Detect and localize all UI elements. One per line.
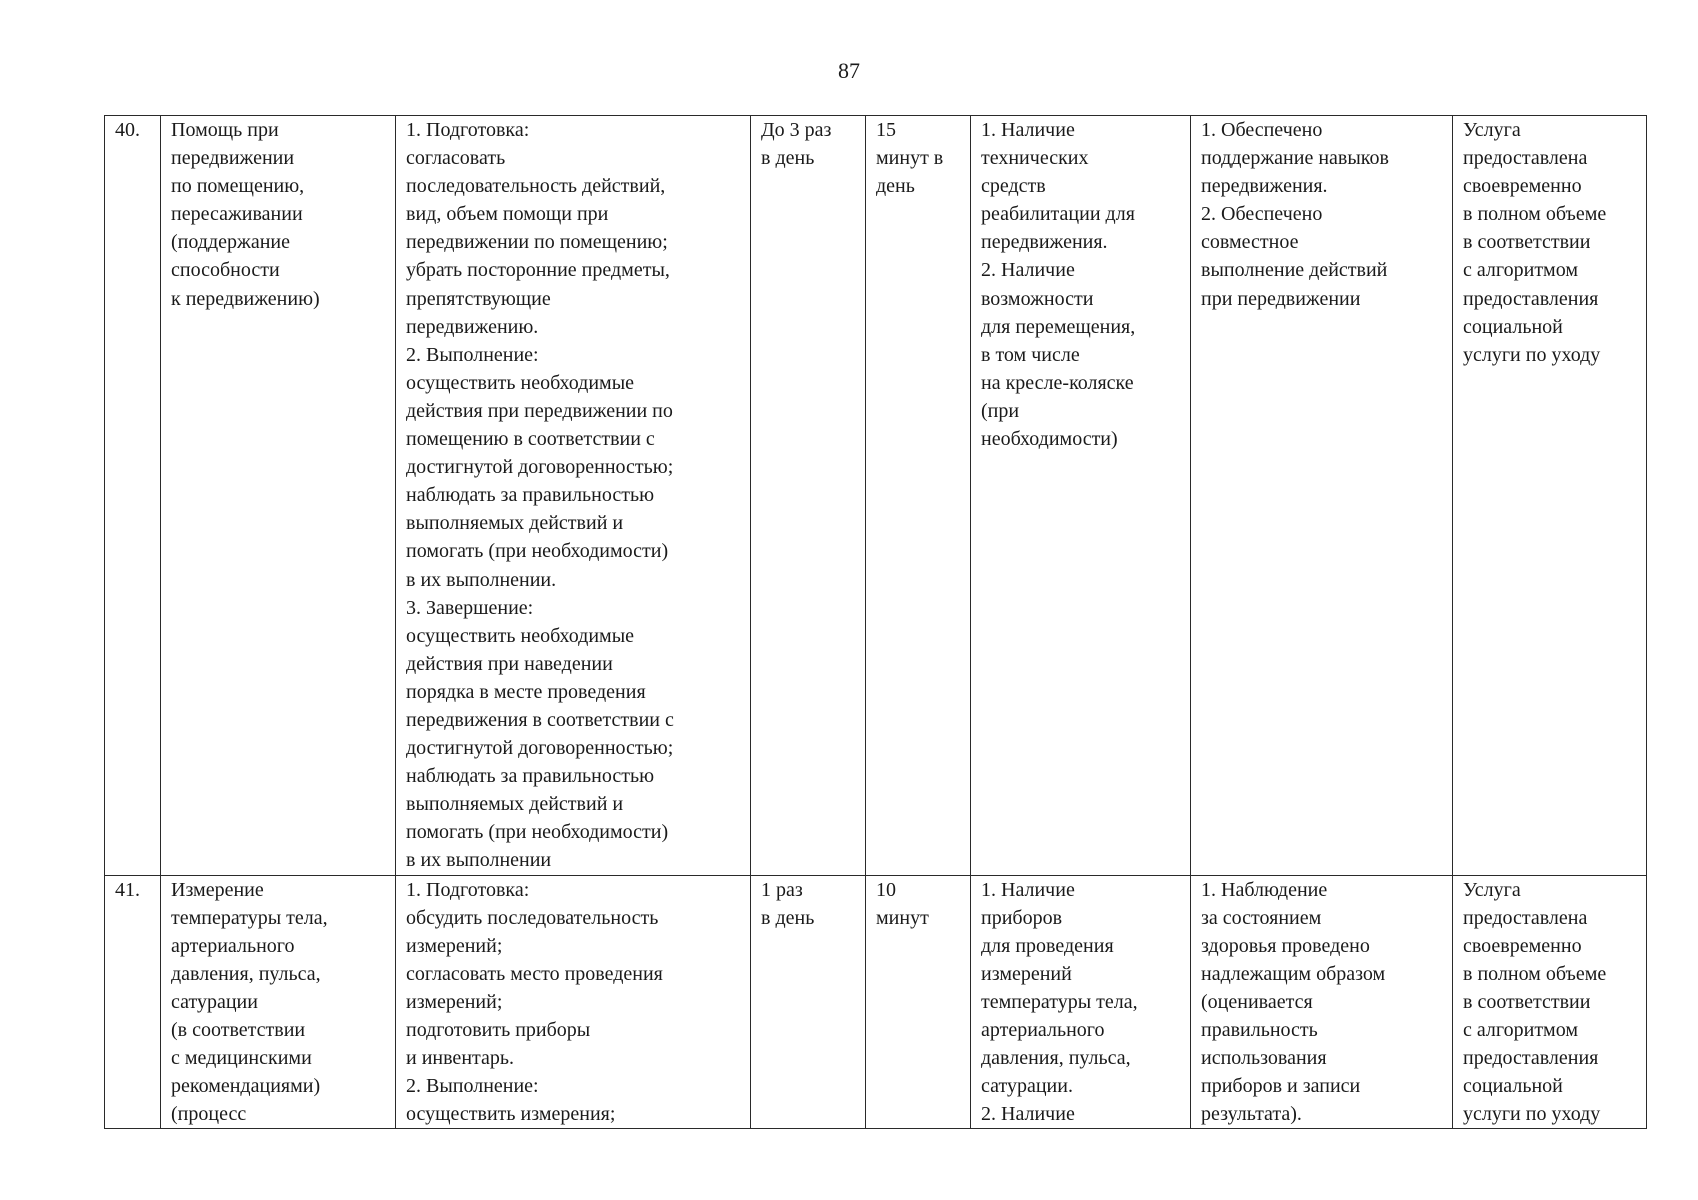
text-line: помещению в соответствии с	[406, 428, 655, 451]
text-line: действия при передвижении по	[406, 399, 673, 422]
text-line: (процесс	[171, 1103, 247, 1126]
text-line: измерений;	[406, 990, 503, 1013]
text-line: достигнутой договоренностью;	[406, 456, 674, 479]
text-line: приборов	[981, 906, 1063, 929]
cell-service-content	[396, 116, 751, 876]
text-line: артериального	[981, 1019, 1105, 1041]
text-line: давления, пульса,	[981, 1047, 1131, 1070]
cell-number	[105, 875, 161, 1129]
text-line: здоровья проведено	[1201, 934, 1370, 957]
text-line: Услуга	[1463, 119, 1521, 141]
text-line: выполнение действий	[1201, 259, 1388, 282]
text-line: совместное	[1201, 231, 1299, 254]
text-line: своевременно	[1463, 934, 1582, 957]
text-line: пересаживании	[171, 203, 303, 226]
text-line: передвижения.	[1201, 175, 1328, 198]
text-line: по помещению,	[171, 175, 305, 198]
text-line: передвижении по помещению;	[406, 231, 668, 254]
text-line: помогать (при необходимости)	[406, 540, 669, 563]
cell-conditions	[971, 116, 1191, 876]
text-line: своевременно	[1463, 175, 1582, 198]
cell-quality-indicators	[1191, 116, 1453, 876]
text-line: в соответствии	[1463, 231, 1591, 254]
text-line: в день	[761, 906, 815, 929]
cell-number	[105, 116, 161, 876]
text-line: для проведения	[981, 934, 1114, 957]
text-line: 15	[876, 119, 896, 141]
table-row	[105, 116, 1647, 876]
text-line: выполняемых действий и	[406, 512, 624, 535]
text-line: 1. Наличие	[981, 119, 1075, 141]
text-line: 41.	[115, 878, 140, 901]
text-line: минут в	[876, 147, 944, 170]
text-line: в их выполнении	[406, 849, 552, 872]
text-line: выполняемых действий и	[406, 793, 624, 816]
text-line: правильность	[1201, 1019, 1318, 1041]
text-line: последовательность действий,	[406, 175, 666, 198]
text-line: возможности	[981, 287, 1094, 310]
text-line: социальной	[1463, 315, 1563, 338]
cell-service-content	[396, 875, 751, 1129]
text-line: к передвижению)	[171, 287, 320, 310]
text-line: социальной	[1463, 1075, 1563, 1098]
text-line: предоставления	[1463, 1047, 1599, 1070]
cell-conditions	[971, 875, 1191, 1129]
text-line: помогать (при необходимости)	[406, 821, 669, 844]
text-line: До 3 раз	[761, 119, 832, 141]
text-line: температуры тела,	[981, 990, 1138, 1013]
text-line: достигнутой договоренностью;	[406, 737, 674, 760]
text-line: 2. Наличие	[981, 259, 1075, 282]
text-line: способности	[171, 259, 280, 282]
text-line: предоставлена	[1463, 147, 1588, 170]
text-line: в их выполнении.	[406, 568, 557, 591]
text-line: убрать посторонние предметы,	[406, 259, 670, 282]
text-line: измерений	[981, 962, 1072, 985]
text-line: предоставлена	[1463, 906, 1588, 929]
text-line: подготовить приборы	[406, 1019, 591, 1041]
text-line: день	[876, 175, 915, 198]
text-line: осуществить измерения;	[406, 1103, 616, 1126]
text-line: 40.	[115, 119, 140, 141]
text-line: реабилитации для	[981, 203, 1135, 226]
text-line: на кресле-коляске	[981, 371, 1134, 394]
text-line: осуществить необходимые	[406, 371, 635, 394]
cell-duration	[866, 875, 971, 1129]
text-line: в день	[761, 147, 815, 170]
text-line: 2. Наличие	[981, 1103, 1075, 1126]
text-line: давления, пульса,	[171, 962, 321, 985]
text-line: (поддержание	[171, 231, 290, 254]
text-line: 1. Подготовка:	[406, 119, 530, 141]
text-line: технических	[981, 147, 1089, 170]
text-line: обсудить последовательность	[406, 906, 659, 929]
text-line: препятствующие	[406, 287, 551, 310]
text-line: в соответствии	[1463, 990, 1591, 1013]
cell-evaluation	[1453, 875, 1647, 1129]
text-line: использования	[1201, 1047, 1327, 1070]
text-line: (при	[981, 399, 1020, 422]
text-line: передвижении	[171, 147, 295, 170]
cell-service-name	[161, 875, 396, 1129]
text-line: Услуга	[1463, 878, 1521, 901]
text-line: Измерение	[171, 878, 264, 901]
cell-duration	[866, 116, 971, 876]
cell-service-name	[161, 116, 396, 876]
text-line: и инвентарь.	[406, 1047, 514, 1070]
text-line: 1. Наблюдение	[1201, 878, 1328, 901]
text-line: поддержание навыков	[1201, 147, 1389, 170]
cell-frequency	[751, 875, 866, 1129]
page-number: 87	[838, 58, 860, 83]
text-line: согласовать	[406, 147, 506, 170]
text-line: надлежащим образом	[1201, 962, 1386, 985]
text-line: услуги по уходу	[1463, 343, 1601, 366]
text-line: 3. Завершение:	[406, 596, 534, 619]
text-line: (в соответствии	[171, 1019, 306, 1041]
cell-frequency	[751, 116, 866, 876]
text-line: осуществить необходимые	[406, 624, 635, 647]
text-line: артериального	[171, 934, 295, 957]
text-line: передвижению.	[406, 315, 539, 338]
text-line: в полном объеме	[1463, 962, 1607, 985]
text-line: 1. Обеспечено	[1201, 119, 1323, 141]
text-line: сатурации.	[981, 1075, 1073, 1098]
text-line: вид, объем помощи при	[406, 203, 609, 226]
text-line: с алгоритмом	[1463, 259, 1578, 282]
text-line: 2. Выполнение:	[406, 1075, 539, 1098]
text-line: приборов и записи	[1201, 1075, 1361, 1098]
text-line: порядка в месте проведения	[406, 680, 646, 703]
text-line: в том числе	[981, 343, 1080, 366]
table-row	[105, 875, 1647, 1129]
text-line: с алгоритмом	[1463, 1019, 1578, 1041]
text-line: 2. Обеспечено	[1201, 203, 1323, 226]
text-line: передвижения в соответствии с	[406, 708, 674, 731]
text-line: для перемещения,	[981, 315, 1136, 338]
text-line: температуры тела,	[171, 906, 328, 929]
text-line: услуги по уходу	[1463, 1103, 1601, 1126]
cell-evaluation	[1453, 116, 1647, 876]
text-line: измерений;	[406, 934, 503, 957]
services-table	[104, 115, 1647, 1129]
text-line: передвижения.	[981, 231, 1108, 254]
text-line: при передвижении	[1201, 287, 1361, 310]
text-line: минут	[876, 906, 929, 929]
text-line: 10	[876, 878, 896, 901]
text-line: Помощь при	[171, 119, 279, 141]
text-line: 1. Подготовка:	[406, 878, 530, 901]
text-line: средств	[981, 175, 1046, 198]
text-line: результата).	[1201, 1103, 1302, 1126]
text-line: 2. Выполнение:	[406, 343, 539, 366]
text-line: 1. Наличие	[981, 878, 1075, 901]
text-line: наблюдать за правильностью	[406, 484, 655, 507]
text-line: предоставления	[1463, 287, 1599, 310]
text-line: согласовать место проведения	[406, 962, 663, 985]
text-line: (оценивается	[1201, 990, 1313, 1013]
text-line: рекомендациями)	[171, 1075, 321, 1098]
text-line: 1 раз	[761, 878, 803, 901]
text-line: за состоянием	[1201, 906, 1322, 929]
text-line: необходимости)	[981, 428, 1118, 451]
cell-quality-indicators	[1191, 875, 1453, 1129]
text-line: действия при наведении	[406, 652, 613, 675]
text-line: наблюдать за правильностью	[406, 765, 655, 788]
text-line: с медицинскими	[171, 1047, 312, 1070]
text-line: в полном объеме	[1463, 203, 1607, 226]
text-line: сатурации	[171, 990, 258, 1013]
